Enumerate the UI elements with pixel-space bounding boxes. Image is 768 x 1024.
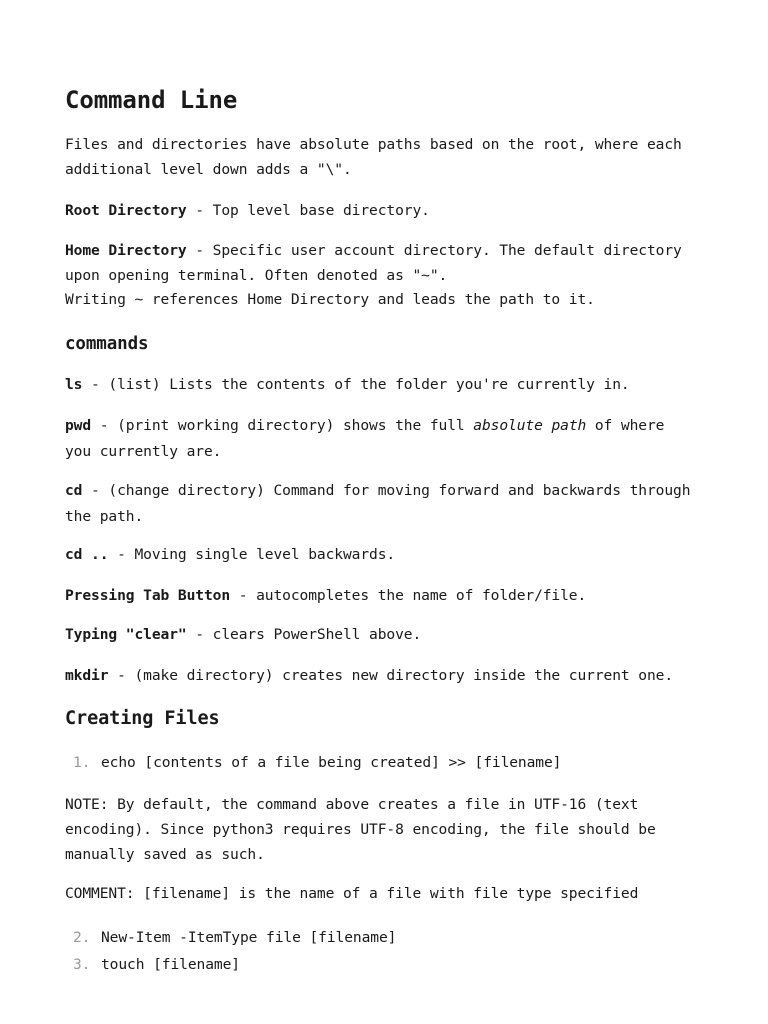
creating-files-heading: Creating Files (65, 708, 220, 729)
pwd-desc-line-2: you currently are. (65, 443, 222, 460)
tab-desc: - autocompletes the name of folder/file. (230, 587, 587, 604)
ls-paragraph (65, 373, 705, 398)
list-item-text: echo [contents of a file being created] >> [filename] (101, 754, 562, 771)
pwd-paragraph (65, 413, 705, 465)
list-item (65, 924, 705, 951)
list-number: 3. (73, 956, 91, 973)
comment-paragraph: COMMENT: [filename] is the name of a file with file type specified (65, 885, 639, 902)
ordered-list-1 (65, 751, 705, 776)
root-directory-paragraph (65, 199, 705, 224)
root-directory-desc: - Top level base directory. (186, 202, 430, 219)
cd-paragraph (65, 478, 705, 530)
mkdir-desc: - (make directory) creates new directory inside the current one. (108, 667, 674, 684)
cd-desc-1: - (change directory) Command for moving forward and backwards through (82, 482, 691, 499)
intro-paragraph (65, 133, 705, 182)
tab-paragraph (65, 584, 705, 609)
mkdir-term: mkdir (65, 667, 109, 684)
intro-line-1: Files and directories have absolute paths based on the root, where each (65, 136, 682, 153)
root-directory-term: Root Directory (65, 202, 187, 219)
home-directory-paragraph (65, 239, 705, 313)
home-directory-desc-2: upon opening terminal. Often denoted as "~". (65, 266, 448, 284)
cd-back-desc: - Moving single level backwards. (108, 546, 396, 563)
intro-line-2: additional level down adds a "\". (65, 160, 352, 178)
clear-term: Typing "clear" (65, 626, 187, 643)
clear-paragraph (65, 623, 705, 648)
pwd-desc-b: of where (586, 417, 665, 434)
cd-back-paragraph (65, 543, 705, 568)
commands-heading: commands (65, 334, 149, 354)
note-line-1: NOTE: By default, the command above creates a file in UTF-16 (text (65, 796, 639, 813)
mkdir-paragraph (65, 664, 705, 689)
note-line-3: manually saved as such. (65, 846, 265, 863)
ls-desc: - (list) Lists the contents of the folder you're currently in. (82, 376, 630, 393)
tab-term: Pressing Tab Button (65, 587, 231, 604)
pwd-desc-a: - (print working directory) shows the full (91, 417, 474, 434)
clear-desc: - clears PowerShell above. (186, 626, 422, 643)
cd-desc-2: the path. (65, 508, 144, 525)
cd-term: cd (65, 482, 83, 499)
pwd-desc-italic: absolute path (473, 417, 587, 434)
note-paragraph (65, 792, 705, 867)
list-item (65, 751, 705, 776)
home-directory-desc-3: Writing ~ references Home Directory and leads the path to it. (65, 291, 595, 308)
page-title: Command Line (65, 86, 238, 114)
home-directory-term: Home Directory (65, 242, 187, 259)
pwd-term: pwd (65, 417, 92, 434)
cd-back-term: cd .. (65, 546, 109, 563)
list-number: 1. (73, 754, 91, 771)
list-item-text: New-Item -ItemType file [filename] (101, 929, 397, 946)
ls-term: ls (65, 376, 83, 393)
home-directory-desc-1: - Specific user account directory. The default directory (186, 242, 682, 259)
list-item (65, 951, 705, 978)
note-line-2: encoding). Since python3 requires UTF-8 encoding, the file should be (65, 821, 656, 838)
list-item-text: touch [filename] (101, 956, 240, 973)
ordered-list-2 (65, 924, 705, 978)
list-number: 2. (73, 929, 91, 946)
